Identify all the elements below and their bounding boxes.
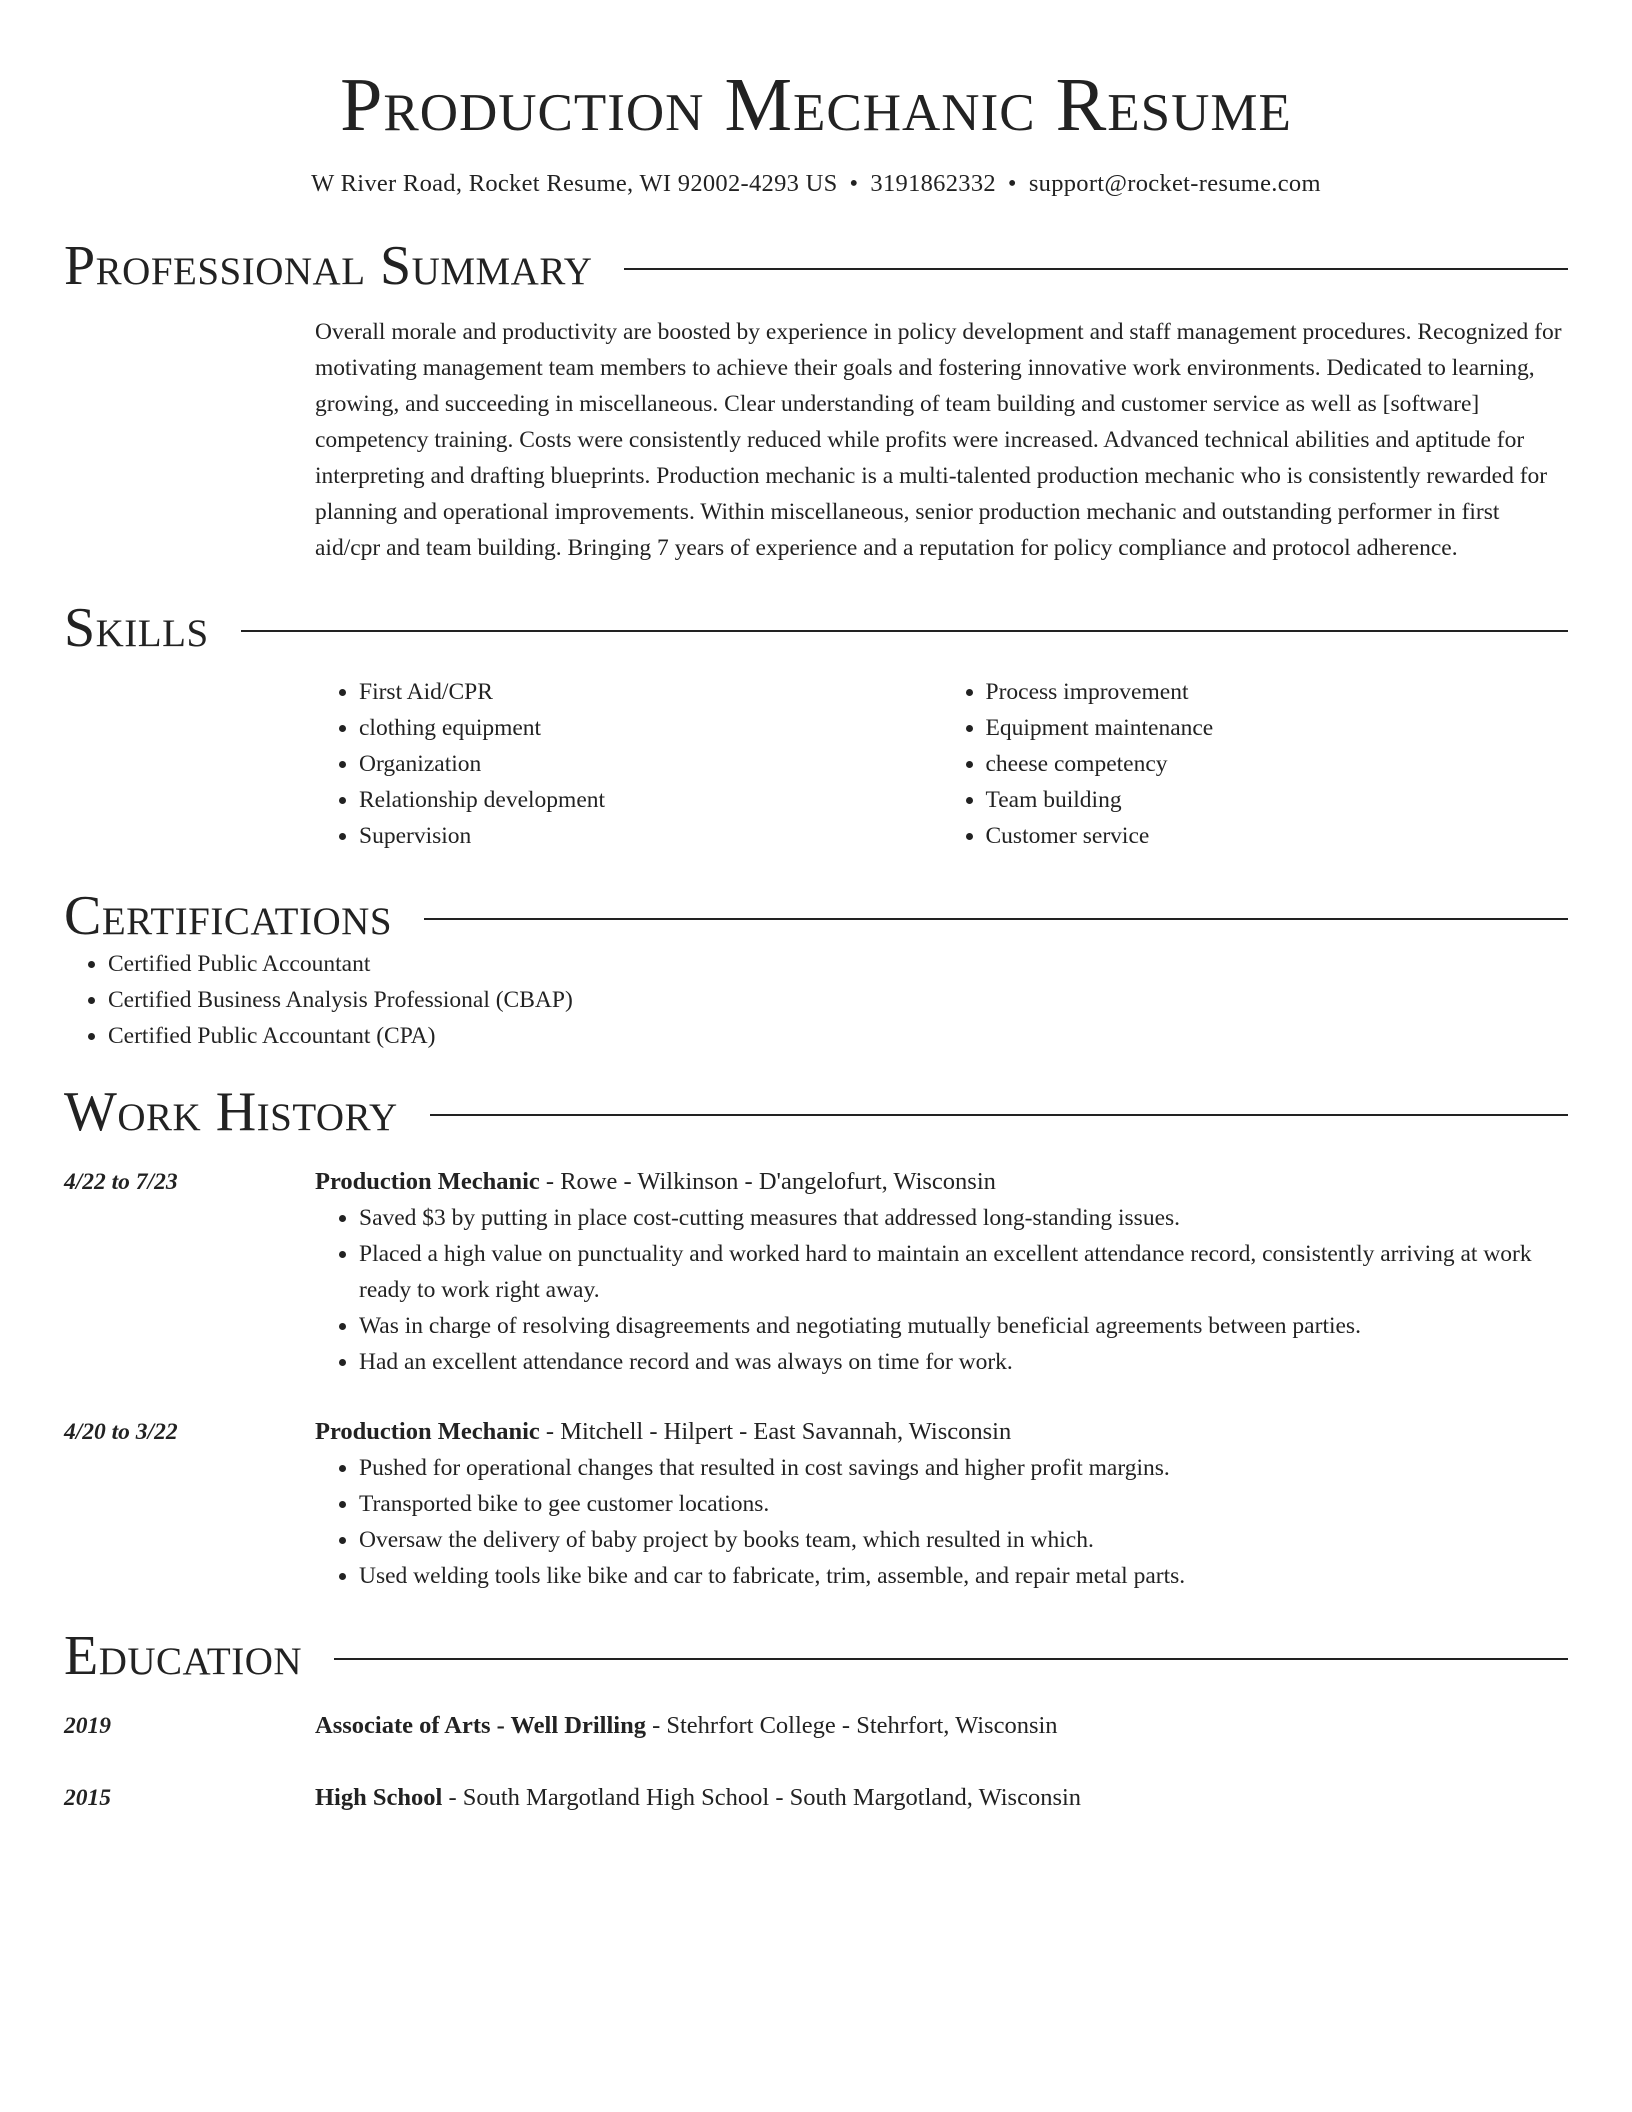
job-title-line xyxy=(315,1414,1568,1450)
education-school: - Stehrfort College - Stehrfort, Wisconsin xyxy=(645,1712,1058,1739)
section-title-certifications: Certifications xyxy=(64,885,393,947)
job-role: Production Mechanic xyxy=(315,1418,540,1445)
section-divider xyxy=(430,1114,1568,1116)
address: W River Road, Rocket Resume, WI 92002-4293 US xyxy=(311,170,838,197)
skills-section xyxy=(64,598,1568,854)
skill-item: • Relationship development xyxy=(359,782,942,818)
section-header xyxy=(64,1082,1568,1142)
phone: 3191862332 xyxy=(870,170,996,197)
section-title-education: Education xyxy=(64,1625,303,1687)
certification-item: • Certified Public Accountant xyxy=(108,946,1568,982)
skills-grid xyxy=(315,674,1568,854)
education-degree: Associate of Arts - Well Drilling xyxy=(315,1712,646,1739)
section-divider xyxy=(334,1658,1568,1660)
job-bullet: • Saved $3 by putting in place cost-cutting measures that addressed long-standing issues. xyxy=(359,1200,1568,1236)
section-divider xyxy=(624,268,1568,270)
job-bullets xyxy=(315,1450,1568,1594)
job-bullet: • Placed a high value on punctuality and worked hard to maintain an excellent attendance record, consistently arriving at work ready to work right away. xyxy=(359,1236,1568,1308)
skill-item: • Equipment maintenance xyxy=(986,710,1569,746)
job-bullet: • Pushed for operational changes that resulted in cost savings and higher profit margins. xyxy=(359,1450,1568,1486)
certification-item: • Certified Business Analysis Professional (CBAP) xyxy=(108,982,1568,1018)
section-header xyxy=(64,1626,1568,1686)
job-entry xyxy=(64,1414,1568,1594)
skills-list-right xyxy=(942,674,1569,854)
contact-line xyxy=(64,170,1568,198)
section-divider xyxy=(424,918,1568,920)
skill-item: • First Aid/CPR xyxy=(359,674,942,710)
job-bullets xyxy=(315,1200,1568,1380)
section-title-skills: Skills xyxy=(64,597,209,659)
job-bullet: • Had an excellent attendance record and was always on time for work. xyxy=(359,1344,1568,1380)
education-entry xyxy=(64,1780,1568,1816)
work-history-section xyxy=(64,1082,1568,1594)
certifications-section xyxy=(64,886,1568,1054)
skill-item: • clothing equipment xyxy=(359,710,942,746)
section-header xyxy=(64,886,1568,946)
education-line xyxy=(315,1780,1081,1816)
job-dates: 4/20 to 3/22 xyxy=(64,1419,178,1445)
skill-item: • Supervision xyxy=(359,818,942,854)
education-degree: High School xyxy=(315,1784,443,1811)
job-employer: - Rowe - Wilkinson - D'angelofurt, Wisconsin xyxy=(539,1168,996,1195)
education-line xyxy=(315,1708,1058,1744)
email-link[interactable]: support@rocket-resume.com xyxy=(1028,170,1321,197)
skill-item: • cheese competency xyxy=(986,746,1569,782)
job-bullet: • Transported bike to gee customer locations. xyxy=(359,1486,1568,1522)
summary-section xyxy=(64,236,1568,566)
education-school: - South Margotland High School - South Margotland, Wisconsin xyxy=(442,1784,1082,1811)
resume-title: Production Mechanic Resume xyxy=(340,63,1292,147)
certifications-list xyxy=(64,946,1568,1054)
education-entry xyxy=(64,1708,1568,1744)
job-bullet: • Used welding tools like bike and car to fabricate, trim, assemble, and repair metal parts. xyxy=(359,1558,1568,1594)
summary-text: Overall morale and productivity are boosted by experience in policy development and staff management procedures. Recognized for motivating management team members to achieve their goals and fostering innovative work environments. Dedicated to learning, growing, and succeeding in miscellaneous. Clear understanding of team building and customer service as well as [software] competency training. Costs were consistently reduced while profits were increased. Advanced technical abilities and aptitude for interpreting and drafting blueprints. Production mechanic is a multi-talented production mechanic who is consistently rewarded for planning and operational improvements. Within miscellaneous, senior production mechanic and outstanding performer in first aid/cpr and team building. Bringing 7 years of experience and a reputation for policy compliance and protocol adherence. xyxy=(315,319,1562,561)
skill-item: • Process improvement xyxy=(986,674,1569,710)
education-year: 2019 xyxy=(64,1713,111,1739)
section-title-work-history: Work History xyxy=(64,1081,398,1143)
job-body xyxy=(315,1414,1568,1594)
section-title-summary: Professional Summary xyxy=(64,235,593,297)
contact-separator: • xyxy=(849,170,859,197)
job-bullet: • Oversaw the delivery of baby project by books team, which resulted in which. xyxy=(359,1522,1568,1558)
education-year: 2015 xyxy=(64,1785,111,1811)
contact-separator: • xyxy=(1007,170,1017,197)
job-entry xyxy=(64,1164,1568,1380)
section-divider xyxy=(241,630,1568,632)
job-role: Production Mechanic xyxy=(315,1168,540,1195)
skill-item: • Team building xyxy=(986,782,1569,818)
job-employer: - Mitchell - Hilpert - East Savannah, Wisconsin xyxy=(539,1418,1012,1445)
job-dates: 4/22 to 7/23 xyxy=(64,1169,178,1195)
certification-item: • Certified Public Accountant (CPA) xyxy=(108,1018,1568,1054)
job-body xyxy=(315,1164,1568,1380)
skills-list-left xyxy=(315,674,942,854)
education-section xyxy=(64,1626,1568,1816)
skill-item: • Organization xyxy=(359,746,942,782)
job-bullet: • Was in charge of resolving disagreements and negotiating mutually beneficial agreements between parties. xyxy=(359,1308,1568,1344)
job-title-line xyxy=(315,1164,1568,1200)
section-header xyxy=(64,598,1568,658)
skill-item: • Customer service xyxy=(986,818,1569,854)
section-header xyxy=(64,236,1568,296)
